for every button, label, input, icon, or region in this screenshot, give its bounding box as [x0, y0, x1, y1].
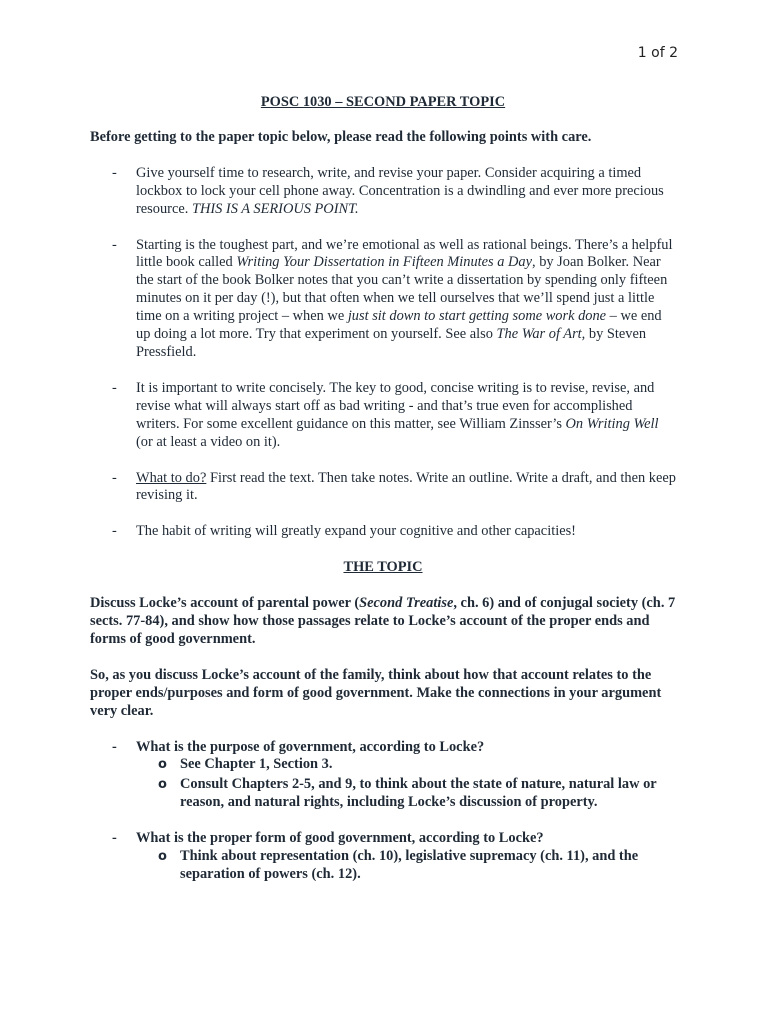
underlined-text: What to do?: [136, 469, 207, 486]
book-title: On Writing Well: [565, 415, 659, 432]
book-title: Writing Your Dissertation in Fifteen Minutes a Day: [236, 254, 532, 271]
sub-item: [90, 848, 676, 884]
text-span: The habit of writing will greatly expand your cognitive and other capacities!: [136, 523, 576, 540]
text-span: by Steven Pressfield.: [136, 326, 647, 360]
book-title: Second Treatise: [359, 595, 454, 612]
dash-marker: -: [112, 164, 117, 181]
question-text: What is the purpose of government, according to Locke?: [136, 738, 485, 755]
circle-bullet-icon: o: [158, 757, 167, 773]
topic-paragraph: [90, 595, 676, 649]
list-item: [90, 470, 676, 506]
list-item: [90, 380, 676, 452]
sub-item-text: Think about representation (ch. 10), legislative supremacy (ch. 11), and the separation of powers (ch. 12).: [180, 848, 639, 882]
text-span: – we end up doing a lot more. Try that experiment on yourself. See also: [136, 308, 662, 343]
circle-bullet-icon: o: [158, 777, 167, 793]
document-title: POSC 1030 – SECOND PAPER TOPIC: [260, 94, 506, 110]
page-number: 1 of 2: [637, 45, 678, 61]
text-span: Discuss Locke’s account of parental power (: [90, 595, 360, 612]
circle-bullet-icon: o: [158, 849, 167, 865]
text-span: , ch. 6) and of conjugal society (ch. 7 sects. 77-84), and show how those passages relate to Locke’s account of the proper ends and forms of good government.: [90, 595, 676, 647]
list-item: [90, 237, 676, 362]
dash-marker: -: [112, 469, 117, 486]
intro-text: Before getting to the paper topic below, please read the following points with care.: [90, 128, 592, 145]
text-span: It is important to write concisely. The key to good, concise writing is to revise, revise, and revise what will always start off as bad writing - and that’s true even for accomplished writers. For some excellent guidance on this matter, see William Zinsser’s: [136, 379, 655, 432]
topic-paragraph: So, as you discuss Locke’s account of the family, think about how that account relates to the proper ends/purposes and form of good government. Make the connections in your argument very clear.: [90, 666, 662, 719]
text-span: Starting is the toughest part, and we’re emotional as well as rational beings. There’s a helpful little book called: [136, 236, 673, 271]
book-title: The War of Art,: [496, 326, 586, 343]
question-item: [90, 830, 676, 848]
dash-marker: -: [112, 236, 117, 253]
text-span: Give yourself time to research, write, and revise your paper. Consider acquiring a timed lockbox to lock your cell phone away. Concentration is a dwindling and ever more precious resource.: [136, 164, 664, 217]
sub-item: [90, 756, 676, 774]
text-span: (or at least a video on it).: [136, 433, 281, 450]
text-span: First read the text. Then take notes. Write an outline. Write a draft, and then keep revising it.: [136, 469, 676, 504]
text-span: , by Joan Bolker. Near the start of the book Bolker notes that you can’t write a dissertation by spending only fifteen minutes on it per day (!), but that often when we tell ourselves that we’ll spend just a little time on a writing project – when we: [136, 254, 668, 325]
sub-item: [90, 776, 676, 812]
dash-marker: -: [112, 523, 117, 540]
italic-text: just sit down to start getting some work done: [347, 308, 607, 325]
question-text: What is the proper form of good government, according to Locke?: [136, 830, 544, 847]
italic-text: THIS IS A SERIOUS POINT.: [191, 200, 359, 217]
sub-item-text: See Chapter 1, Section 3.: [180, 756, 333, 773]
list-item: [90, 165, 676, 219]
list-item: [90, 523, 676, 541]
sub-item-text: Consult Chapters 2-5, and 9, to think about the state of nature, natural law or reason, and natural rights, including Locke’s discussion of property.: [180, 776, 657, 811]
topic-heading: THE TOPIC: [343, 559, 423, 576]
dash-marker: -: [112, 738, 117, 755]
dash-marker: -: [112, 379, 117, 396]
question-item: [90, 739, 676, 757]
dash-marker: -: [112, 830, 117, 847]
document-body: [90, 94, 676, 884]
